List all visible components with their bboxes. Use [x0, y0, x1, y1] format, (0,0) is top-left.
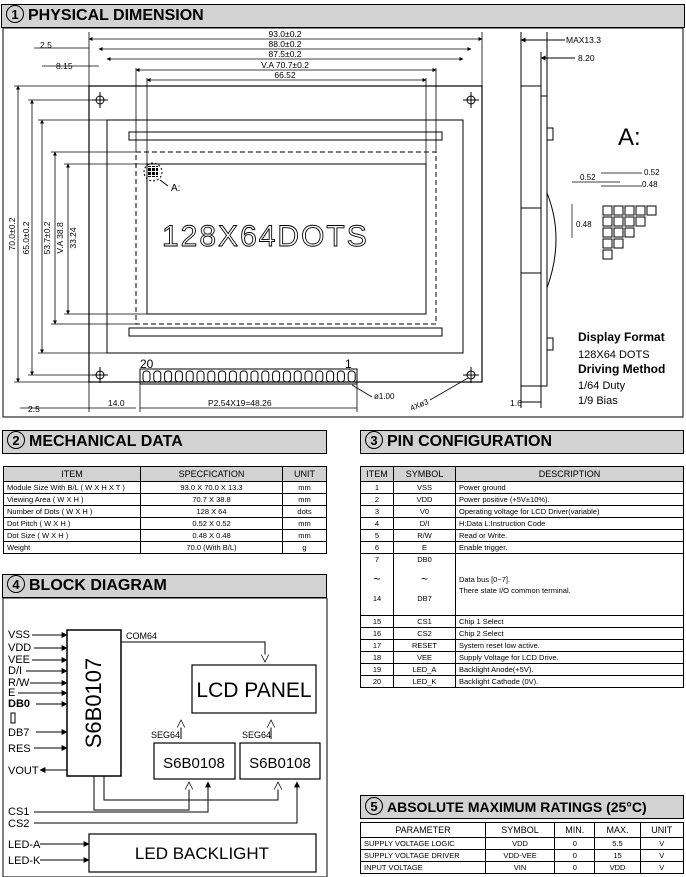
sig-vdd: VDD	[8, 642, 32, 654]
table-row: Number of Dots ( W X H ) 128 X 64 dots	[4, 506, 327, 518]
connector-pin	[316, 371, 323, 382]
table-row: 3 V0 Operating voltage for LCD Driver(variable)	[361, 506, 684, 518]
led-k-label: LED-K	[8, 855, 41, 867]
dim-h-6652: 66.52	[274, 70, 296, 80]
connector-pin	[327, 371, 334, 382]
backlight-label: LED BACKLIGHT	[134, 844, 270, 863]
com-label: COM64	[126, 631, 158, 641]
side-16: 1.6	[510, 398, 522, 408]
connector-pin	[337, 371, 344, 382]
connector-pin	[229, 371, 236, 382]
detail-dot	[603, 239, 612, 248]
col-spec: SPECFICATION	[141, 467, 283, 482]
connector-pin	[175, 371, 182, 382]
connector-pin	[197, 371, 204, 382]
block-diagram-header	[2, 574, 327, 598]
table-row: Dot Pitch ( W X H ) 0.52 X 0.52 mm	[4, 518, 327, 530]
sig-vee: VEE	[8, 654, 31, 666]
dim-bottom-25: 2.5	[28, 404, 40, 414]
section-title: BLOCK DIAGRAM	[29, 577, 167, 594]
display-format-value: 128X64 DOTS	[578, 349, 650, 361]
detail-dot	[614, 239, 623, 248]
dim-bottom-14: 14.0	[108, 398, 125, 408]
led-a-label: LED-A	[8, 839, 41, 851]
table-row: Viewing Area ( W X H ) 70.7 X 38.8 mm	[4, 494, 327, 506]
detail-dot	[614, 228, 623, 237]
table-row: Module Size With B/L ( W X H X T ) 93.0 X 70.0 X 13.3 mm	[4, 482, 327, 494]
dim-v-70: 70.0±0.2	[7, 217, 17, 251]
dim-left-25: 2.5	[40, 40, 52, 50]
detail-dot	[625, 206, 634, 215]
sig-di: D/I	[8, 665, 23, 677]
side-view	[521, 32, 575, 408]
physical-dimension-header	[1, 4, 685, 28]
sig-vss: VSS	[8, 629, 31, 641]
section-title: MECHANICAL DATA	[29, 433, 183, 450]
connector-pin	[240, 371, 247, 382]
sig-res: RES	[8, 743, 31, 755]
col-unit: UNIT	[283, 467, 327, 482]
dots-label: 128X64DOTS	[162, 220, 369, 253]
table-header-row	[4, 467, 327, 482]
table-row: 20 LED_K Backlight Cathode (0V).	[361, 676, 684, 688]
cs1-label: CS1	[8, 806, 30, 818]
driver2-label: S6B0108	[249, 755, 311, 772]
section-title: PIN CONFIGURATION	[387, 433, 553, 450]
cs2-label: CS2	[8, 818, 30, 830]
side-max: MAX13.3	[566, 35, 601, 45]
detail-052-right: 0.52	[644, 168, 660, 177]
dim-h-93: 93.0±0.2	[268, 29, 302, 39]
detail-052-left: 0.52	[580, 173, 596, 182]
detail-a-dots	[603, 206, 656, 259]
pin-20-label: 20	[140, 357, 154, 371]
connector-pin	[294, 371, 301, 382]
connector-pin	[251, 371, 258, 382]
dim-mount: 4Xø3	[408, 397, 430, 413]
pin-configuration-table	[360, 466, 684, 688]
physical-dimension-drawing	[0, 28, 686, 418]
connector-pin	[262, 371, 269, 382]
table-row: INPUT VOLTAGE VIN 0 VDD V	[361, 862, 684, 874]
driving-method-title: Driving Method	[578, 362, 666, 376]
connector-pin	[143, 371, 150, 382]
ratings-table	[360, 822, 684, 874]
controller-label: S6B0107	[81, 657, 106, 749]
col-item: ITEM	[4, 467, 141, 482]
table-row: 2 VDD Power positive (+5V±10%).	[361, 494, 684, 506]
detail-dot	[603, 206, 612, 215]
dim-hole: ø1.00	[374, 392, 395, 401]
lcd-panel-label: LCD PANEL	[196, 679, 312, 702]
connector-pin	[208, 371, 215, 382]
detail-dot	[647, 206, 656, 215]
pin-configuration-header	[360, 430, 684, 454]
table-row: Dot Size ( W X H ) 0.48 X 0.48 mm	[4, 530, 327, 542]
dim-h-88: 88.0±0.2	[268, 39, 302, 49]
section-number: 4	[7, 575, 25, 593]
table-row: 5 R/W Read or Write.	[361, 530, 684, 542]
table-row-data-bus: 7 ~ 14 DB0 ~ DB7 Data bus [0~7]. There state I/O common terminal.	[361, 554, 684, 616]
table-row: 16 CS2 Chip 2 Select	[361, 628, 684, 640]
table-row: 19 LED_A Backlight Anode(+5V).	[361, 664, 684, 676]
detail-dot	[603, 250, 612, 259]
dim-left-815: 8.15	[56, 61, 73, 71]
sig-rw: R/W	[8, 677, 30, 689]
section-number: 2	[7, 431, 25, 449]
sig-db0: DB0	[8, 698, 31, 710]
table-row: Weight 70.0 (With B/L) g	[4, 542, 327, 554]
block-diagram	[0, 598, 330, 877]
section-title: PHYSICAL DIMENSION	[28, 7, 204, 24]
duty-value: 1/64 Duty	[578, 380, 626, 392]
table-row: 17 RESET System reset low active.	[361, 640, 684, 652]
detail-dot	[625, 228, 634, 237]
ratings-header	[360, 795, 684, 819]
bus-desc-2: There state I/O common terminal.	[459, 585, 571, 595]
connector-pin	[154, 371, 161, 382]
section-number: 3	[365, 431, 383, 449]
bias-value: 1/9 Bias	[578, 395, 618, 407]
dim-v-3324: 33.24	[68, 227, 78, 249]
dim-pitch: P2.54X19=48.26	[208, 398, 272, 408]
pin-1-label: 1	[345, 357, 352, 371]
sig-e: E	[8, 687, 16, 699]
detail-048-right: 0.48	[642, 180, 658, 189]
connector-pin	[283, 371, 290, 382]
table-row: 18 VEE Supply Voltage for LCD Drive.	[361, 652, 684, 664]
detail-048-left: 0.48	[576, 220, 592, 229]
table-header-row: ITEM SYMBOL DESCRIPTION	[361, 467, 684, 482]
display-format-title: Display Format	[578, 330, 665, 344]
table-row: SUPPLY VOLTAGE DRIVER VDD-VEE 0 15 V	[361, 850, 684, 862]
mechanical-data-header	[2, 430, 327, 454]
bus-item-bottom: 14	[372, 594, 382, 603]
table-header-row: PARAMETER SYMBOL MIN. MAX. UNIT	[361, 823, 684, 838]
dim-v-65: 65.0±0.2	[21, 221, 31, 255]
dim-v-537: 53.7±0.2	[42, 221, 52, 255]
table-row: 6 E Enable trigger.	[361, 542, 684, 554]
dim-h-va: V.A 70.7±0.2	[261, 60, 309, 70]
connector-pin	[219, 371, 226, 382]
seg2-label: SEG64	[242, 730, 272, 740]
table-row: 4 D/I H:Data L:Instruction Code	[361, 518, 684, 530]
bus-desc-1: Data bus [0~7].	[459, 574, 511, 584]
bus-sym-top: DB0	[417, 555, 432, 564]
detail-dot	[603, 228, 612, 237]
connector-pin	[165, 371, 172, 382]
detail-dot	[614, 217, 623, 226]
detail-dot	[614, 206, 623, 215]
sig-db7: DB7	[8, 727, 30, 739]
detail-dot	[603, 217, 612, 226]
section-title: ABSOLUTE MAXIMUM RATINGS (25°C)	[387, 799, 647, 815]
connector-pin	[273, 371, 280, 382]
section-number: 5	[365, 797, 383, 815]
seg1-label: SEG64	[151, 730, 181, 740]
table-row: 1 VSS Power ground	[361, 482, 684, 494]
table-row: 15 CS1 Chip 1 Select	[361, 616, 684, 628]
connector-pin	[186, 371, 193, 382]
mechanical-data-table	[3, 466, 327, 554]
driver1-label: S6B0108	[163, 755, 225, 772]
detail-dot	[636, 217, 645, 226]
detail-a-title: A:	[618, 124, 641, 151]
dim-v-va: V.A 38.8	[55, 222, 65, 254]
connector-pin	[348, 371, 355, 382]
side-820: 8.20	[578, 53, 595, 63]
detail-dot	[625, 217, 634, 226]
a-marker-label: A:	[171, 183, 181, 194]
table-row: SUPPLY VOLTAGE LOGIC VDD 0 5.5 V	[361, 838, 684, 850]
dim-h-875: 87.5±0.2	[268, 49, 302, 59]
bus-sym-bottom: DB7	[417, 594, 432, 603]
sig-vout: VOUT	[8, 765, 39, 777]
section-number: 1	[6, 5, 24, 23]
detail-dot	[636, 206, 645, 215]
bus-item-top: 7	[374, 555, 380, 564]
connector-pin	[305, 371, 312, 382]
